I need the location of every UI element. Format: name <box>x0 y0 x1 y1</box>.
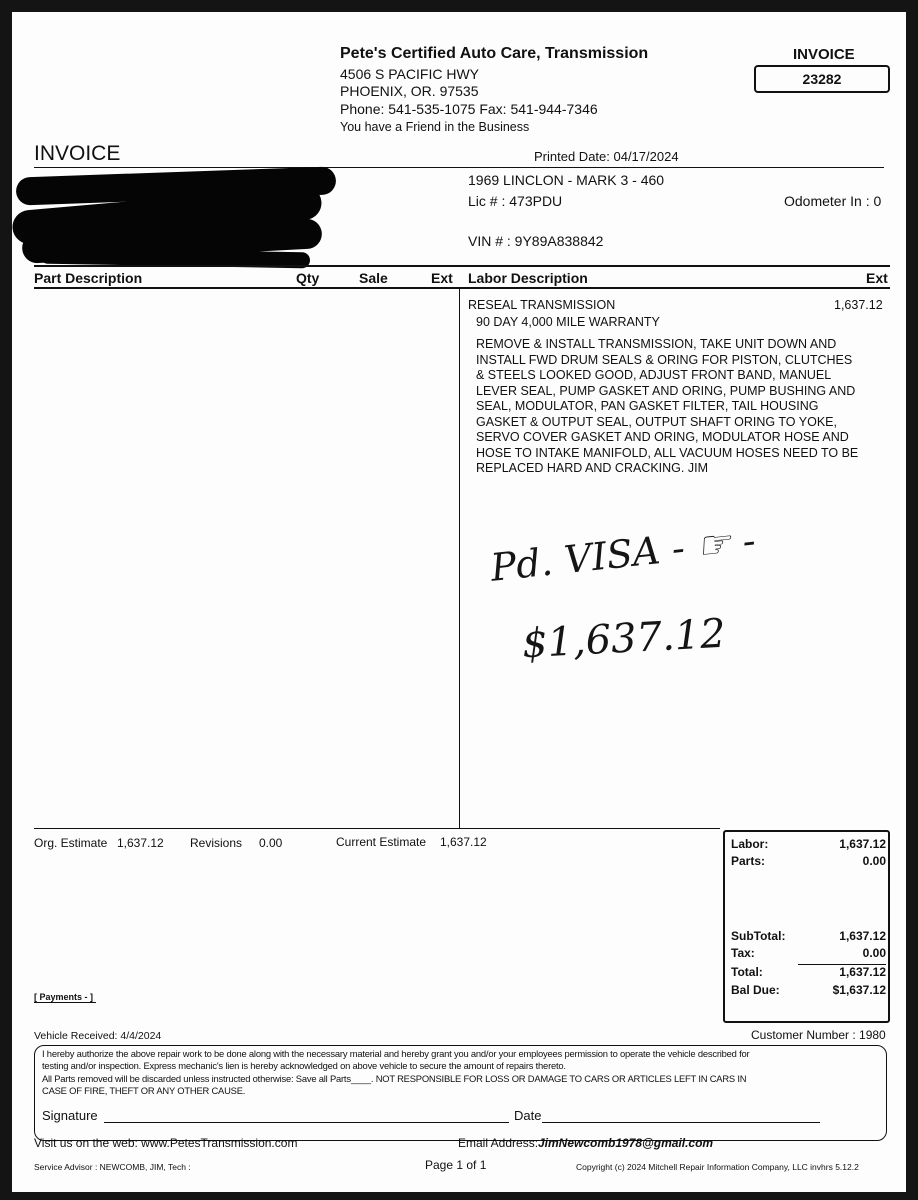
revisions-value: 0.00 <box>259 836 283 850</box>
handwritten-paid-note: Pd. VISA - ☞ - <box>488 518 758 590</box>
company-phone-fax: Phone: 541-535-1075 Fax: 541-944-7346 <box>340 101 598 117</box>
labor-note-line: LEVER SEAL, PUMP GASKET AND ORING, PUMP BUSHING AND <box>476 383 856 398</box>
labor-note-line: SERVO COVER GASKET AND ORING, MODULATOR HOSE AND <box>476 430 849 444</box>
totals-baldue-label: Bal Due: <box>731 983 780 997</box>
totals-tax-label: Tax: <box>731 946 755 960</box>
date-label: Date <box>514 1108 542 1123</box>
labor-note-line: REPLACED HARD AND CRACKING. JIM <box>476 461 708 475</box>
labor-notes <box>476 337 896 477</box>
totals-labor-label: Labor: <box>731 837 769 851</box>
columns-bottom-rule <box>34 287 890 289</box>
totals-parts-label: Parts: <box>731 854 766 868</box>
labor-note-line: REMOVE & INSTALL TRANSMISSION, TAKE UNIT DOWN AND <box>476 337 837 351</box>
footer-email[interactable]: JimNewcomb1978@gmail.com <box>538 1136 714 1150</box>
labor-note-line: GASKET & OUTPUT SEAL, OUTPUT SHAFT ORING TO YOKE, <box>476 414 837 429</box>
vehicle-lic: Lic # : 473PDU <box>468 193 563 209</box>
col-ext: Ext <box>431 270 453 286</box>
current-estimate-label: Current Estimate <box>336 835 427 849</box>
footer-copyright: Copyright (c) 2024 Mitchell Repair Information Company, LLC invhrs 5.12.2 <box>576 1162 859 1172</box>
labor-note-line: SEAL, MODULATOR, PAN GASKET FILTER, TAIL HOUSING <box>476 399 819 413</box>
totals-total-value: 1,637.12 <box>839 965 886 979</box>
vehicle-vin: VIN # : 9Y89A838842 <box>468 233 604 249</box>
totals-subtotal-label: SubTotal: <box>731 929 786 943</box>
totals-parts-value: 0.00 <box>862 854 886 868</box>
signature-line[interactable] <box>104 1122 509 1123</box>
footer-website[interactable]: Visit us on the web: www.PetesTransmission.com <box>34 1136 298 1150</box>
authorization-line-2: testing and/or inspection. Express mechanic's lien is hereby acknowledged on above vehicle to secure the amount of repairs thereto. <box>42 1060 566 1071</box>
company-address-2: PHOENIX, OR. 97535 <box>340 83 479 99</box>
vehicle-description: 1969 LINCLON - MARK 3 - 460 <box>468 172 665 188</box>
labor-warranty: 90 DAY 4,000 MILE WARRANTY <box>476 315 660 329</box>
invoice-box-label: INVOICE <box>793 46 855 63</box>
invoice-sheet <box>12 12 906 1192</box>
payments-label: [ Payments - ] <box>34 992 96 1003</box>
doc-title: INVOICE <box>34 142 121 165</box>
columns-top-rule <box>34 265 890 267</box>
labor-note-line: HOSE TO INTAKE MANIFOLD, ALL VACUUM HOSES NEED TO BE <box>476 445 859 460</box>
footer-email-label: Email Address: <box>458 1136 539 1150</box>
customer-number: Customer Number : 1980 <box>751 1028 886 1042</box>
company-tagline: You have a Friend in the Business <box>340 120 530 134</box>
estimates-top-rule <box>34 828 720 829</box>
labor-note-line: INSTALL FWD DRUM SEALS & ORING FOR PISTON, CLUTCHES <box>476 352 853 367</box>
company-name: Pete's Certified Auto Care, Transmission <box>340 45 649 62</box>
invoice-number: 23282 <box>754 65 890 93</box>
printed-date: Printed Date: 04/17/2024 <box>534 149 679 164</box>
column-divider <box>459 288 460 828</box>
col-qty: Qty <box>296 270 320 286</box>
company-address-1: 4506 S PACIFIC HWY <box>340 66 480 82</box>
handwritten-paid-amount: $1,637.12 <box>520 610 727 668</box>
labor-amount: 1,637.12 <box>834 298 883 312</box>
authorization-line-3: All Parts removed will be discarded unless instructed otherwise: Save all Parts____. NOT RESPONSIBLE FOR LOSS OR DAMAGE TO CARS OR ARTICLES LEFT IN CARS IN <box>42 1073 747 1084</box>
footer-service-advisor: Service Advisor : NEWCOMB, JIM, Tech : <box>34 1162 191 1172</box>
col-part-description: Part Description <box>34 270 143 286</box>
revisions-label: Revisions <box>190 836 243 850</box>
vehicle-received: Vehicle Received: 4/4/2024 <box>34 1030 162 1042</box>
totals-tax-value: 0.00 <box>862 946 886 960</box>
title-rule <box>34 167 884 168</box>
totals-baldue-value: $1,637.12 <box>832 983 886 997</box>
labor-title: RESEAL TRANSMISSION <box>468 298 616 312</box>
odometer-in: Odometer In : 0 <box>784 193 882 209</box>
current-estimate-value: 1,637.12 <box>440 835 487 849</box>
signature-label: Signature <box>42 1108 98 1123</box>
col-sale: Sale <box>359 270 388 286</box>
col-labor-description: Labor Description <box>468 270 588 286</box>
col-labor-ext: Ext <box>866 270 888 286</box>
authorization-line-4: CASE OF FIRE, THEFT OR ANY OTHER CAUSE. <box>42 1085 246 1096</box>
labor-note-line: & STEELS LOOKED GOOD, ADJUST FRONT BAND, MANUEL <box>476 368 832 382</box>
totals-labor-value: 1,637.12 <box>839 837 886 851</box>
totals-subtotal-value: 1,637.12 <box>839 929 886 943</box>
date-line[interactable] <box>542 1122 820 1123</box>
authorization-line-1: I hereby authorize the above repair work to be done along with the necessary material and hereby grant you and/or your employees permission to operate the vehicle described for <box>42 1048 750 1059</box>
org-estimate-label: Org. Estimate <box>34 836 108 850</box>
org-estimate-value: 1,637.12 <box>117 836 164 850</box>
totals-total-label: Total: <box>731 965 763 979</box>
footer-page-number: Page 1 of 1 <box>425 1158 487 1172</box>
